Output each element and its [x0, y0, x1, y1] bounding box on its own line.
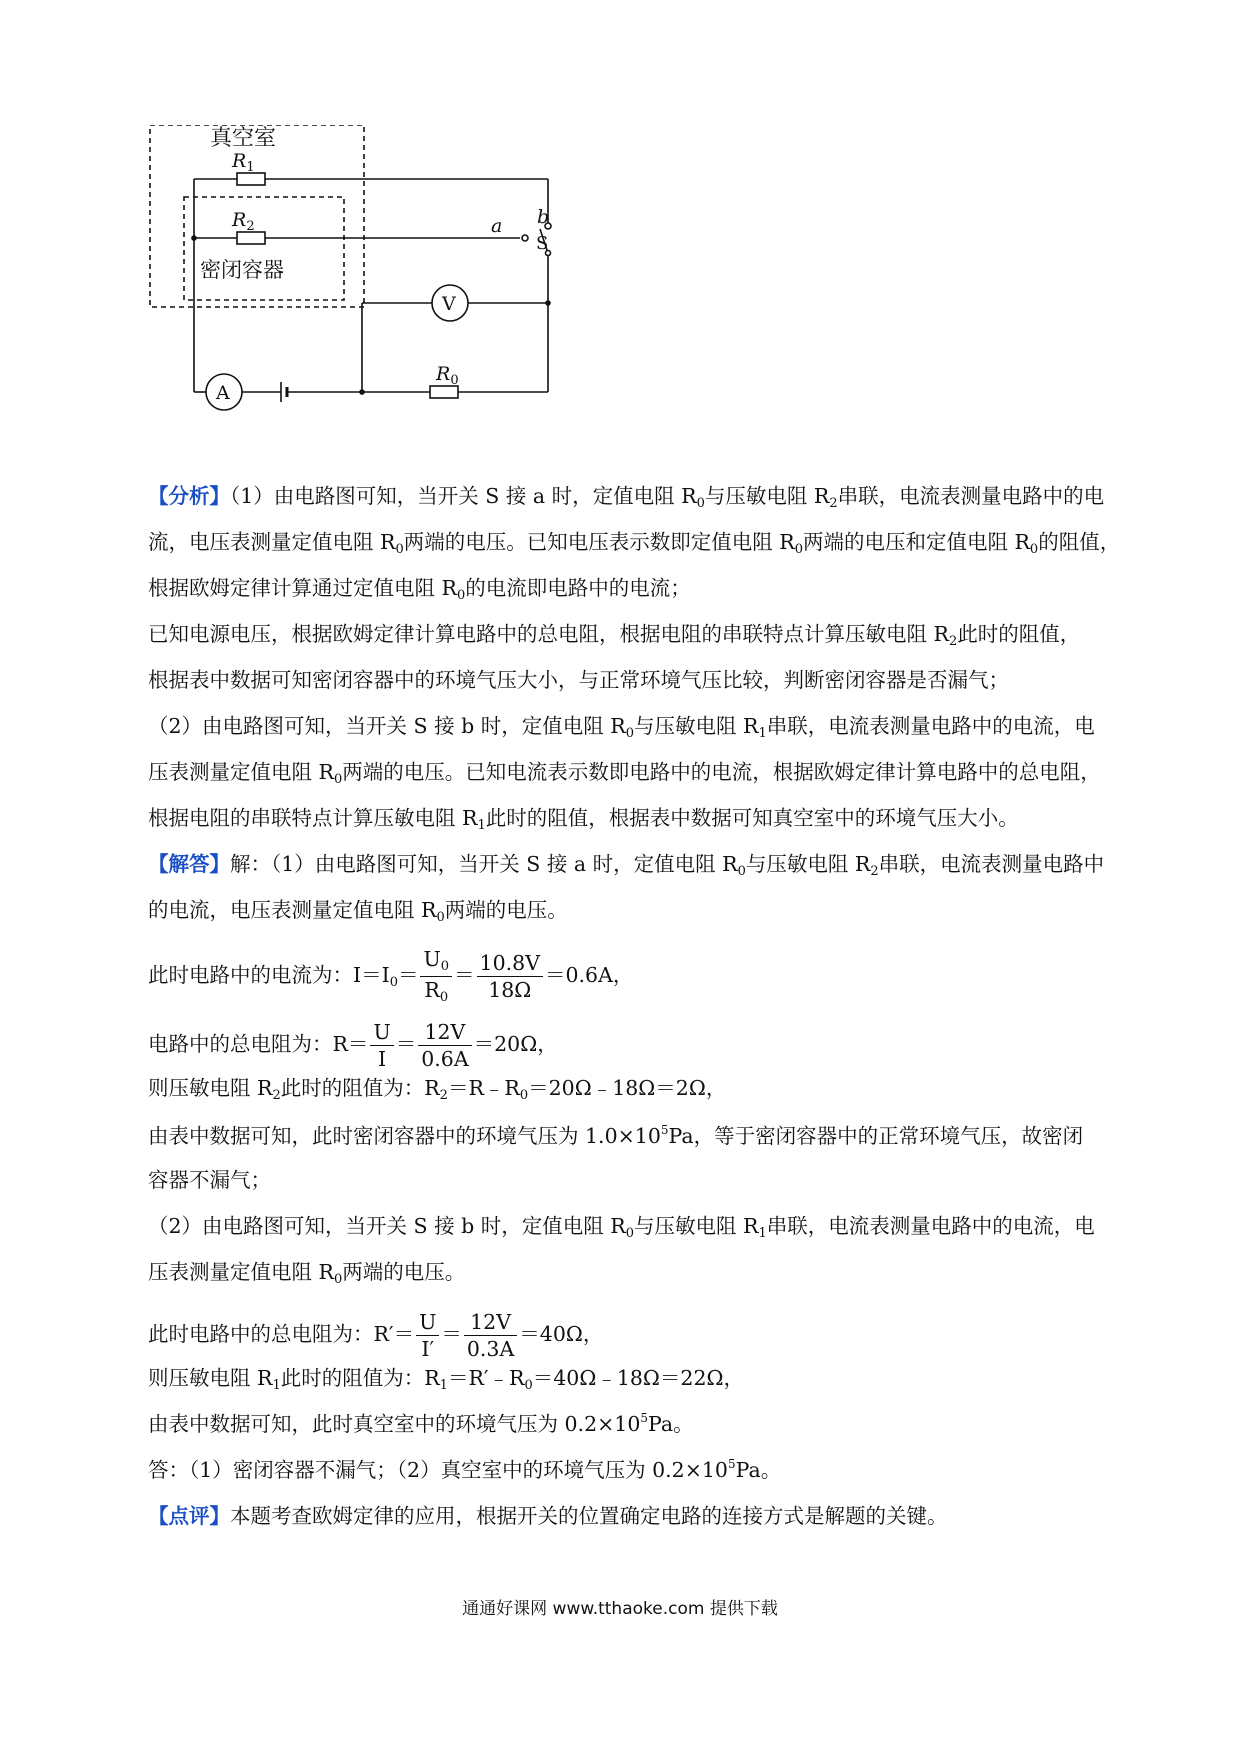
formula-total-resistance: 电路中的总电阻为：R＝ $\frac{U}{I}$ ＝ $\frac{12V}{0.6A}$ ＝20Ω， — [148, 1020, 558, 1071]
voltmeter-label: V — [442, 293, 456, 315]
answer-line-final: 答：（1）密闭容器不漏气；（2）真空室中的环境气压为 $0.2\times 10^5Pa$。 — [148, 1457, 782, 1482]
comment-line: 【点评】本题考查欧姆定律的应用，根据开关的位置确定电路的连接方式是解题的关键。 — [148, 1504, 948, 1528]
analysis-line-7: 压表测量定值电阻 R0两端的电压。已知电流表示数即电路中的电流，根据欧姆定律计算电路中的总电阻， — [148, 760, 1101, 787]
answer-line-r1: 则压敏电阻 R1此时的阻值为：R1＝R′﹣R0＝40Ω﹣18Ω＝22Ω， — [148, 1366, 745, 1393]
analysis-line-3: 根据欧姆定律计算通过定值电阻 R0的电流即电路中的电流； — [148, 576, 691, 603]
answer-line-2: 的电流，电压表测量定值电阻 R0两端的电压。 — [148, 898, 568, 925]
analysis-tag: 【分析】 — [148, 484, 230, 508]
answer-line-part2: （2）由电路图可知，当开关 S 接 b 时，定值电阻 R0与压敏电阻 R1串联，电流表测量电路中的电流，电 — [148, 1214, 1095, 1241]
r0-label: R — [436, 363, 451, 385]
answer-line-part2-b: 压表测量定值电阻 R0两端的电压。 — [148, 1260, 466, 1287]
junction-dot — [359, 389, 365, 395]
fraction-values-1: $\frac{10.8V}{18\Omega}$ — [477, 950, 543, 1003]
analysis-line-5: 根据表中数据可知密闭容器中的环境气压大小，与正常环境气压比较，判断密闭容器是否漏气； — [148, 668, 1009, 692]
answer-line-no-leak: 容器不漏气； — [148, 1168, 271, 1192]
svg-text:R2 — [231, 209, 255, 234]
r2-label: R — [232, 209, 247, 231]
r2-label-sub: 2 — [246, 219, 255, 234]
terminal-a-label: a — [491, 215, 503, 237]
ammeter-label: A — [216, 382, 230, 404]
analysis-line-2: 流，电压表测量定值电阻 R0两端的电压。已知电压表示数即定值电阻 R0两端的电压和定值电阻 R0的阻值， — [148, 530, 1121, 557]
answer-line-r2: 则压敏电阻 R2此时的阻值为：R2＝R﹣R0＝20Ω﹣18Ω＝2Ω， — [148, 1076, 727, 1103]
fraction-values-3: $\frac{12V}{0.3A}$ — [464, 1309, 517, 1362]
sealed-container-label: 密闭容器 — [200, 258, 284, 282]
svg-text:R1 — [231, 150, 255, 175]
terminal-b-label: b — [537, 206, 550, 228]
page-footer: 通通好课网 www.tthaoke.com 提供下载 — [462, 1599, 778, 1619]
analysis-line-1: 【分析】（1）由电路图可知，当开关 S 接 a 时，定值电阻 R0与压敏电阻 R2串联，电流表测量电路中的电 — [148, 484, 1105, 511]
analysis-line-6: （2）由电路图可知，当开关 S 接 b 时，定值电阻 R0与压敏电阻 R1串联，电流表测量电路中的电流，电 — [148, 714, 1095, 741]
r1-label-sub: 1 — [246, 160, 255, 175]
answer-line-pressure-2: 由表中数据可知，此时真空室中的环境气压为 $0.2\times 10^5Pa$。 — [148, 1411, 694, 1436]
terminal-a — [522, 235, 528, 241]
comment-tag: 【点评】 — [148, 1504, 230, 1528]
fraction-u-i-prime: $\frac{U}{I'}$ — [416, 1309, 439, 1362]
formula-current: 此时电路中的电流为：I＝I0＝ $\frac{U0}{R0}$ ＝ $\frac{10.8V}{18\Omega}$ ＝0.6A， — [148, 947, 634, 1005]
answer-line-1: 【解答】解：（1）由电路图可知，当开关 S 接 a 时，定值电阻 R0与压敏电阻 R2串联，电流表测量电路中 — [148, 852, 1105, 879]
svg-text:R0 — [435, 363, 459, 388]
circuit-diagram — [140, 125, 620, 465]
answer-tag: 【解答】 — [148, 852, 230, 876]
analysis-line-4: 已知电源电压，根据欧姆定律计算电路中的总电阻，根据电阻的串联特点计算压敏电阻 R2此时的阻值， — [148, 622, 1081, 649]
switch-label: S — [536, 233, 549, 254]
r0-label-sub: 0 — [450, 373, 459, 388]
analysis-line-8: 根据电阻的串联特点计算压敏电阻 R1此时的阻值，根据表中数据可知真空室中的环境气压大小。 — [148, 806, 1019, 833]
fraction-u0-r0: $\frac{U0}{R0}$ — [420, 946, 452, 1007]
formula-total-resistance-2: 此时电路中的总电阻为：R′＝ $\frac{U}{I'}$ ＝ $\frac{12V}{0.3A}$ ＝40Ω， — [148, 1310, 604, 1361]
junction-dot — [191, 235, 197, 241]
junction-dot — [545, 300, 551, 306]
r1-label: R — [232, 150, 247, 172]
vacuum-chamber-label: 真空室 — [210, 126, 277, 151]
fraction-values-2: $\frac{12V}{0.6A}$ — [418, 1019, 471, 1072]
answer-line-pressure-1: 由表中数据可知，此时密闭容器中的环境气压为 $1.0\times 10^5Pa$，等于密闭容器中的正常环境气压，故密闭 — [148, 1123, 1084, 1148]
sealed-container-box — [184, 197, 344, 300]
fraction-u-i: $\frac{U}{I}$ — [370, 1019, 393, 1072]
